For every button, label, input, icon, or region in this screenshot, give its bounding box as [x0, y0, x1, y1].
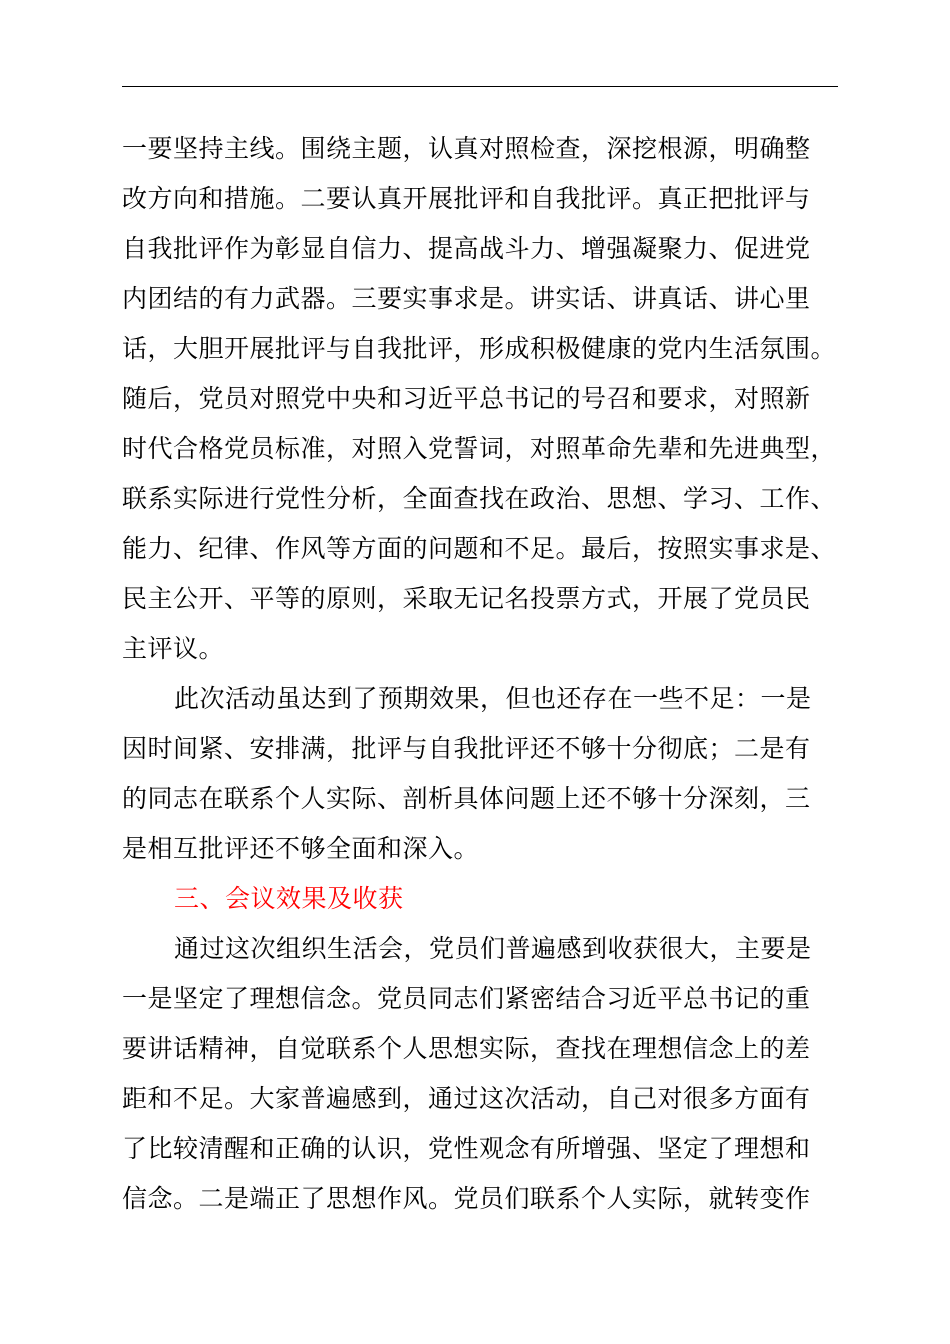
section-heading: 三、会议效果及收获 — [174, 884, 404, 913]
text-line: 内团结的有力武器。三要实事求是。讲实话、讲真话、讲心里 — [122, 284, 811, 313]
text-line: 随后，党员对照党中央和习近平总书记的号召和要求，对照新 — [122, 384, 811, 413]
text-line: 距和不足。大家普遍感到，通过这次活动，自己对很多方面有 — [122, 1084, 811, 1113]
text-line: 一要坚持主线。围绕主题，认真对照检查，深挖根源，明确整 — [122, 134, 811, 163]
text-line: 联系实际进行党性分析，全面查找在政治、思想、学习、工作、 — [122, 484, 837, 513]
header-divider — [122, 86, 838, 87]
text-line: 一是坚定了理想信念。党员同志们紧密结合习近平总书记的重 — [122, 984, 811, 1013]
text-line: 是相互批评还不够全面和深入。 — [122, 834, 480, 863]
text-line: 话，大胆开展批评与自我批评，形成积极健康的党内生活氛围。 — [122, 334, 837, 363]
text-line: 自我批评作为彰显自信力、提高战斗力、增强凝聚力、促进党 — [122, 234, 811, 263]
text-line: 的同志在联系个人实际、剖析具体问题上还不够十分深刻，三 — [122, 784, 811, 813]
text-line: 主评议。 — [122, 634, 225, 663]
text-line: 能力、纪律、作风等方面的问题和不足。最后，按照实事求是、 — [122, 534, 837, 563]
document-body — [122, 124, 862, 1224]
text-line: 要讲话精神，自觉联系个人思想实际，查找在理想信念上的差 — [122, 1034, 811, 1063]
paragraph-start-line: 此次活动虽达到了预期效果，但也还存在一些不足：一是 — [174, 684, 812, 713]
text-line: 因时间紧、安排满，批评与自我批评还不够十分彻底；二是有 — [122, 734, 811, 763]
text-line: 了比较清醒和正确的认识，党性观念有所增强、坚定了理想和 — [122, 1134, 811, 1163]
text-line: 信念。二是端正了思想作风。党员们联系个人实际，就转变作 — [122, 1184, 811, 1213]
text-line: 民主公开、平等的原则，采取无记名投票方式，开展了党员民 — [122, 584, 811, 613]
text-line: 时代合格党员标准，对照入党誓词，对照革命先辈和先进典型， — [122, 434, 837, 463]
text-line: 改方向和措施。二要认真开展批评和自我批评。真正把批评与 — [122, 184, 811, 213]
paragraph-start-line: 通过这次组织生活会，党员们普遍感到收获很大，主要是 — [174, 934, 812, 963]
